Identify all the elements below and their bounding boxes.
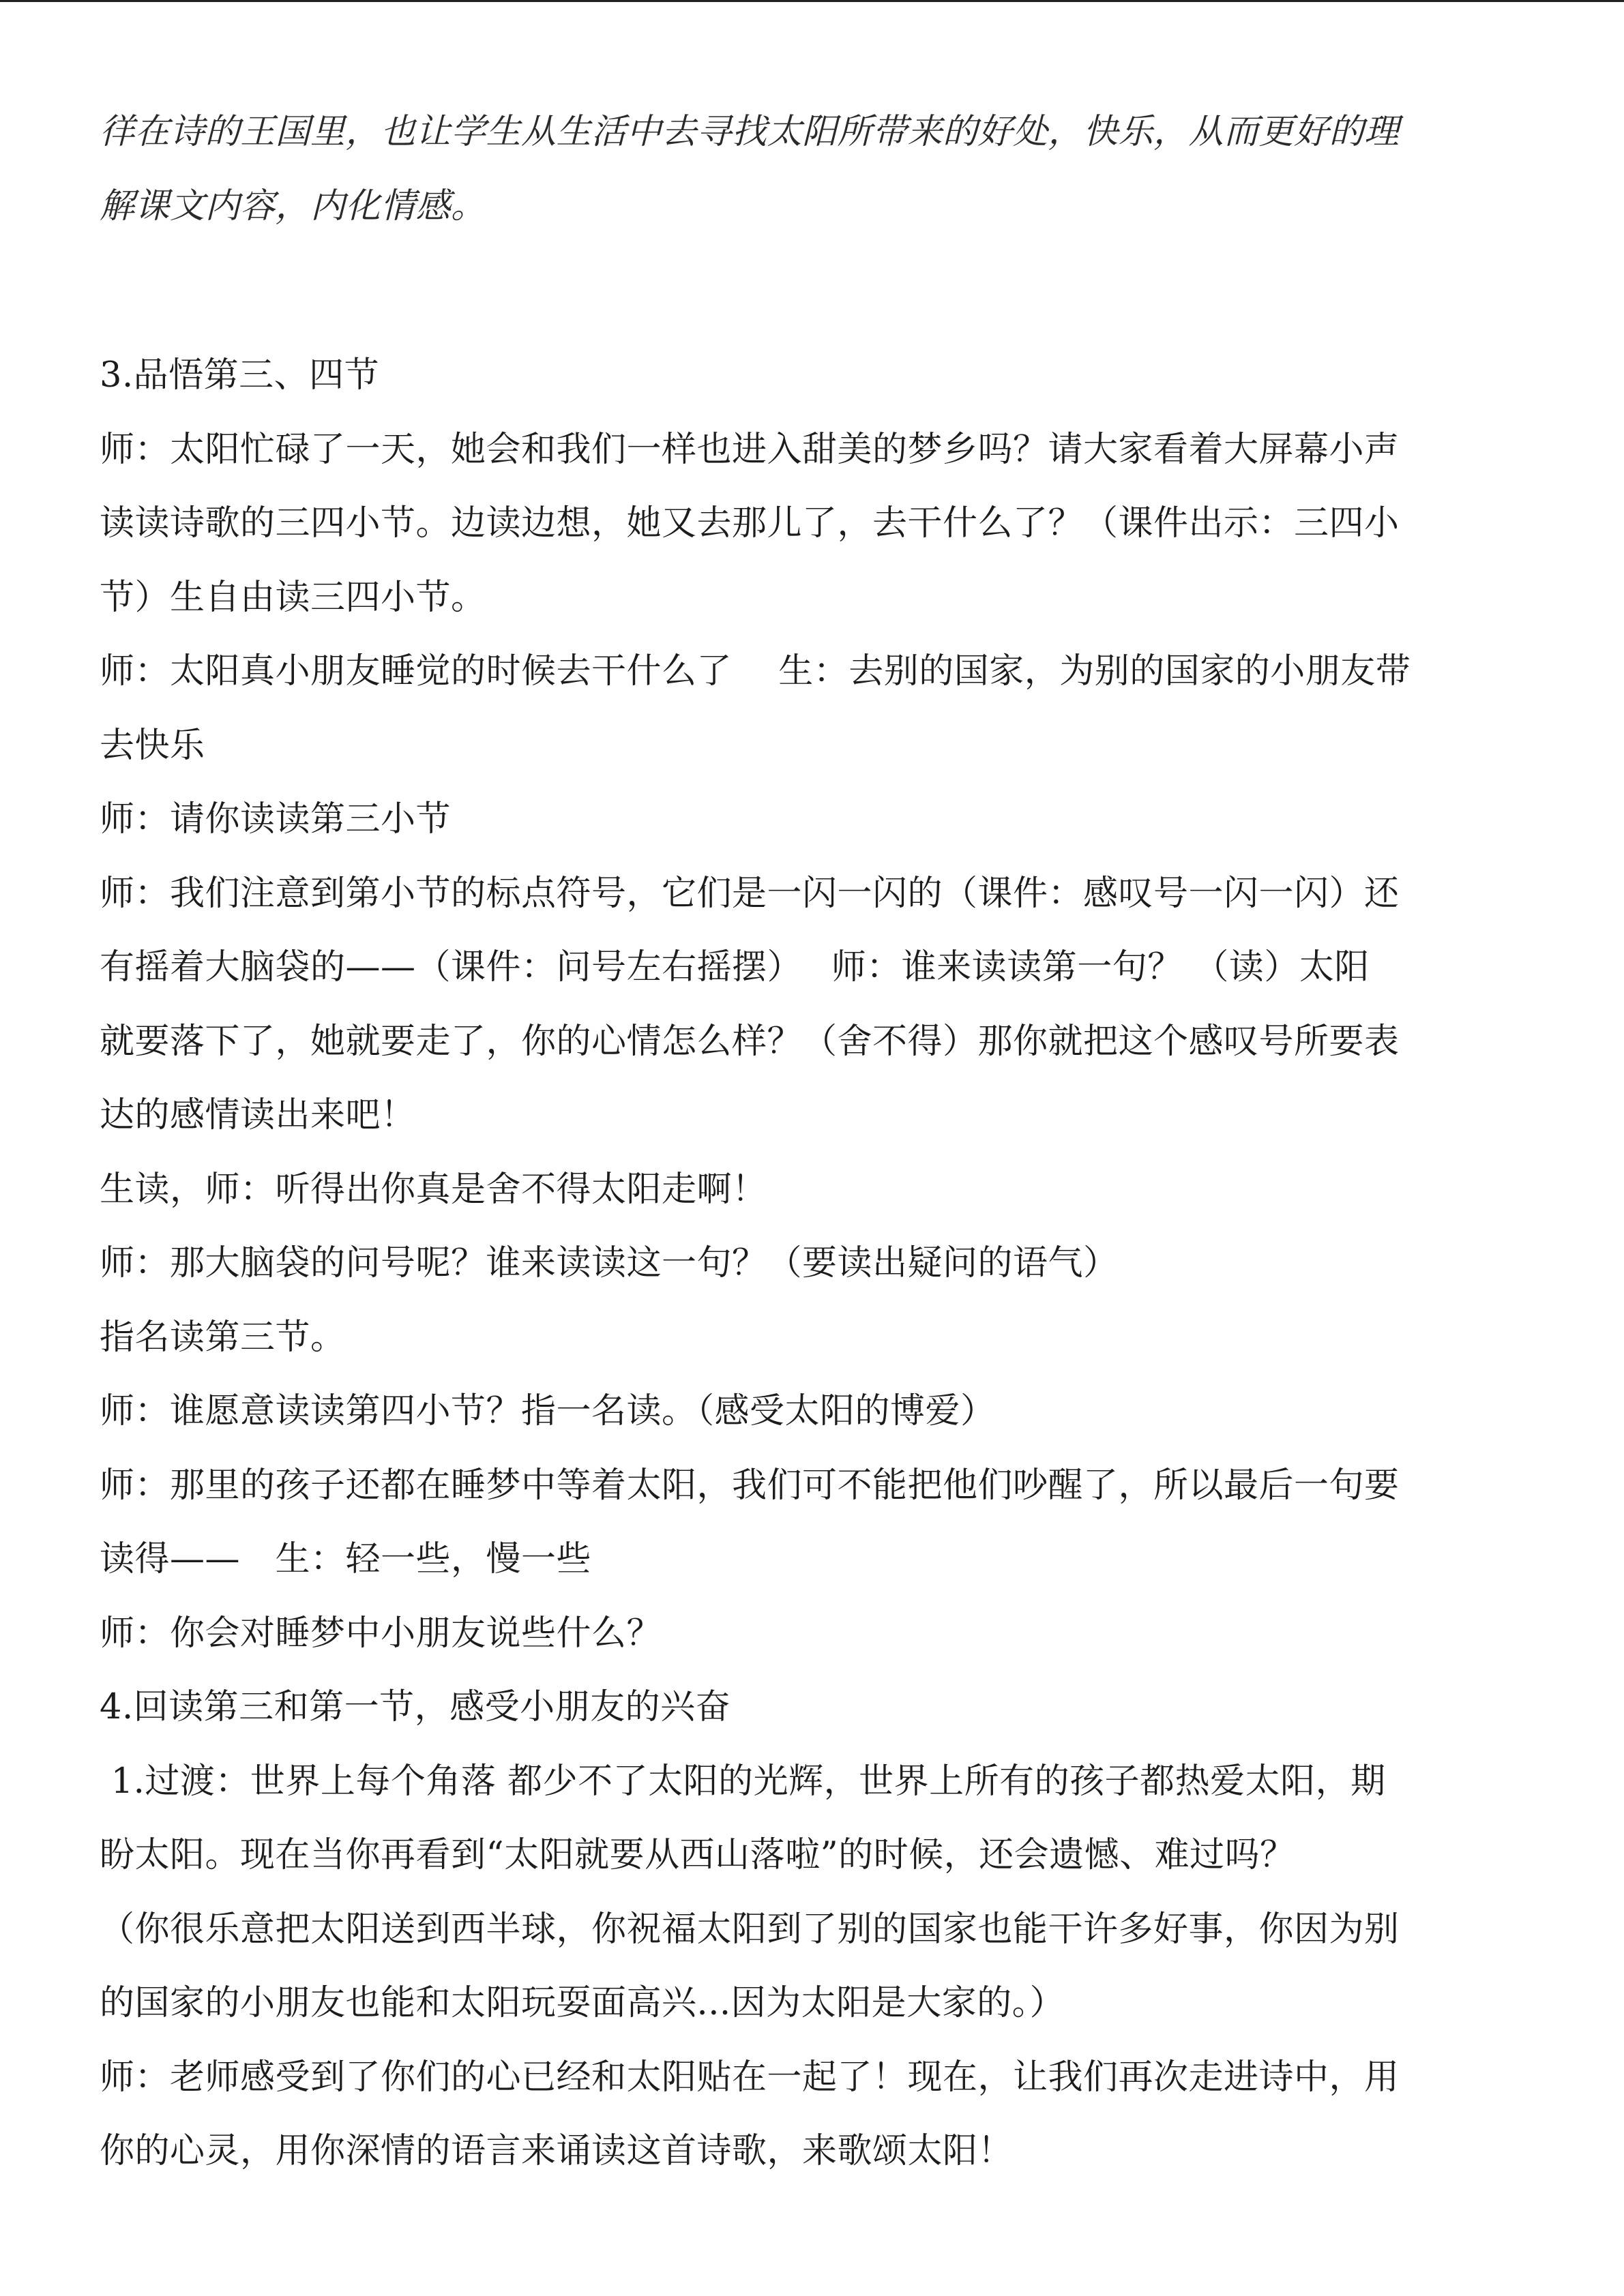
text-line: 节）生自由读三四小节。 [100, 577, 486, 618]
paragraph-gap [100, 243, 1518, 339]
text-line: 师：那里的孩子还都在睡梦中等着太阳，我们可不能把他们吵醒了，所以最后一句要 [100, 1465, 1400, 1506]
text-line: 师：你会对睡梦中小朋友说些什么？ [100, 1613, 662, 1654]
text-line: 师：太阳忙碌了一天，她会和我们一样也进入甜美的梦乡吗？请大家看着大屏幕小声 [100, 429, 1400, 470]
intro-line-1: 徉在诗的王国里，也让学生从生活中去寻找太阳所带来的好处，快乐，从而更好的理 [100, 112, 1400, 152]
text-line: 有摇着大脑袋的——（课件：问号左右摇摆） 师：谁来读读第一句？ （读）太阳 [100, 947, 1370, 987]
text-line: 就要落下了，她就要走了，你的心情怎么样？（舍不得）那你就把这个感叹号所要表 [100, 1021, 1400, 1062]
text-line: 你的心灵，用你深情的语言来诵读这首诗歌，来歌颂太阳！ [100, 2131, 1014, 2171]
document-page [100, 95, 1518, 2189]
page-top-border [0, 0, 1624, 2]
text-line: 去快乐 [100, 725, 205, 766]
intro-line-2: 解课文内容，内化情感。 [100, 185, 486, 226]
text-line: 生读，师：听得出你真是舍不得太阳走啊！ [100, 1169, 767, 1210]
text-line: 指名读第三节。 [100, 1317, 346, 1358]
text-line: 盼太阳。现在当你再看到“太阳就要从西山落啦”的时候，还会遗憾、难过吗？ [100, 1835, 1295, 1875]
text-line: 达的感情读出来吧！ [100, 1095, 416, 1135]
text-line: 师：我们注意到第小节的标点符号，它们是一闪一闪的（课件：感叹号一闪一闪）还 [100, 873, 1400, 914]
text-line: 师：那大脑袋的问号呢？谁来读读这一句？（要读出疑问的语气） [100, 1243, 1119, 1283]
text-line: 1.过渡：世界上每个角落 都少不了太阳的光辉，世界上所有的孩子都热爱太阳，期 [100, 1761, 1386, 1802]
section-heading-4: 4.回读第三和第一节，感受小朋友的兴奋 [100, 1687, 731, 1727]
text-line: 师：老师感受到了你们的心已经和太阳贴在一起了！现在，让我们再次走进诗中，用 [100, 2057, 1400, 2098]
text-line: （你很乐意把太阳送到西半球，你祝福太阳到了别的国家也能干许多好事，你因为别 [100, 1909, 1400, 1950]
text-line: 读得—— 生：轻一些，慢一些 [100, 1539, 592, 1579]
section-heading-3: 3.品悟第三、四节 [100, 355, 380, 396]
text-line: 师：太阳真小朋友睡觉的时候去干什么了 生：去别的国家，为别的国家的小朋友带 [100, 651, 1411, 691]
text-line: 师：请你读读第三小节 [100, 799, 452, 839]
text-line: 读读诗歌的三四小节。边读边想，她又去那儿了，去干什么了？（课件出示：三四小 [100, 503, 1400, 543]
text-line: 的国家的小朋友也能和太阳玩耍面高兴...因为太阳是大家的。） [100, 1983, 1065, 2023]
text-line: 师：谁愿意读读第四小节？指一名读。（感受太阳的博爱） [100, 1391, 996, 1431]
